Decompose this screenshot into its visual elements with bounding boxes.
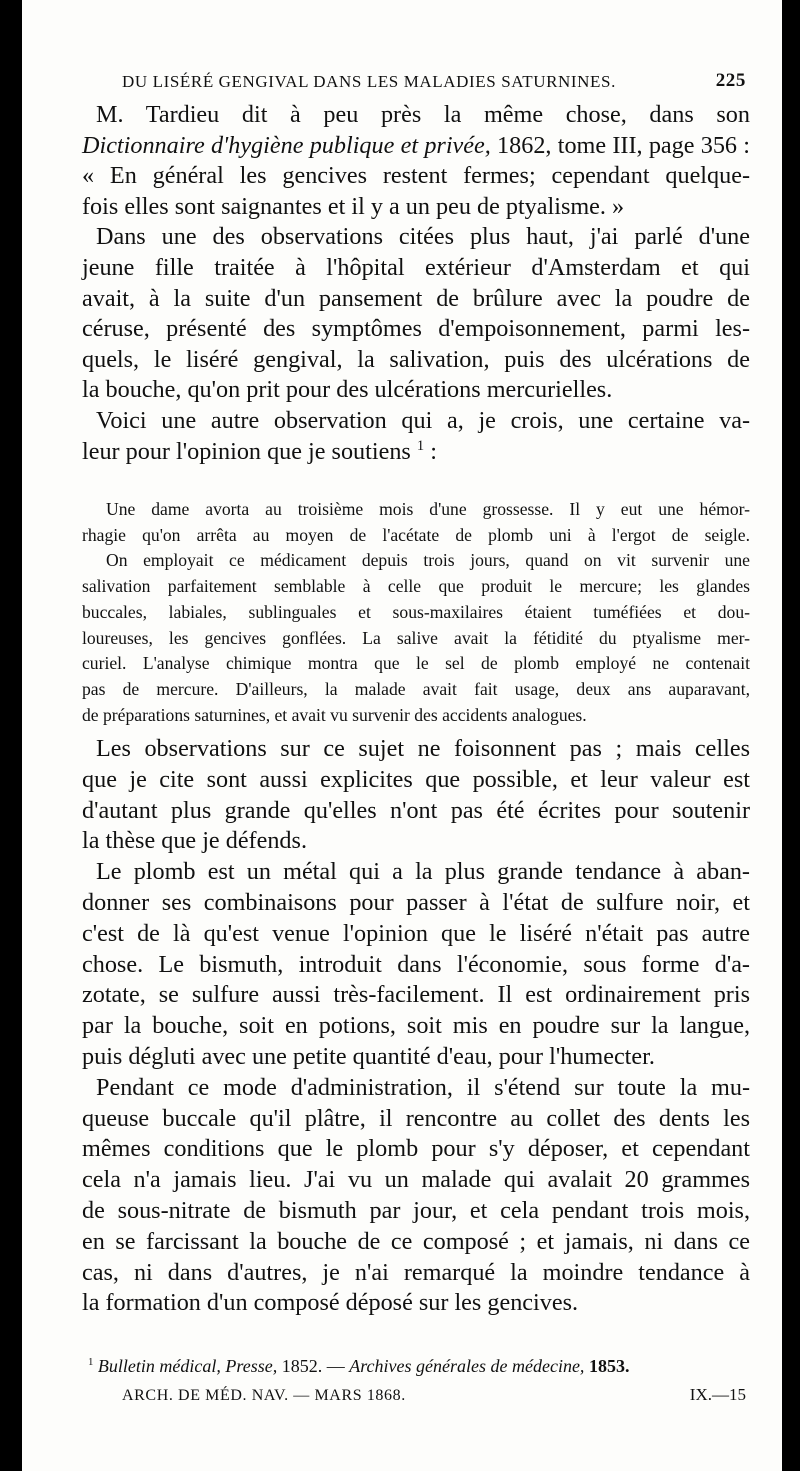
paragraph-5 [82,857,750,1073]
text-line: queuse buccale qu'il plâtre, il rencontre au collet des dents les [82,1104,750,1132]
text-line: la thèse que je défends. [82,827,307,855]
quote-line: salivation parfaitement semblable à celle que produit le mercure; les glandes [82,576,750,597]
text-line: c'est de là qu'est venue l'opinion que le liséré n'était pas autre [82,919,750,947]
text-line: donner ses combinaisons pour passer à l'état de sulfure noir, et [82,888,750,916]
paragraph-3 [82,406,750,467]
text-line: la formation d'un composé déposé sur les gencives. [82,1289,579,1317]
text-line: puis dégluti avec une petite quantité d'eau, pour l'humecter. [82,1042,655,1070]
footnote-ref: 1 [416,437,425,454]
quote-line: rhagie qu'on arrêta au moyen de l'acétate de plomb uni à l'ergot de seigle. [82,524,750,545]
text-line: que je cite sont aussi explicites que possible, et leur valeur est [82,765,750,793]
footnote-line: $^1$ Bulletin médical, Presse, 1852. — Archives générales de médecine, 1853. [88,1356,630,1376]
text-line: leur pour l'opinion que je soutiens $^1$ : [82,437,437,465]
text-line: Voici une autre observation qui a, je crois, une certaine va- [96,406,750,434]
footnote [82,1354,750,1378]
text-line: cela n'a jamais lieu. J'ai vu un malade qui avalait 20 grammes [82,1166,750,1194]
paragraph-4 [82,734,750,857]
quote-line: de préparations saturnines, et avait vu survenir des accidents analogues. [82,704,587,725]
text-line: par la bouche, soit en potions, soit mis en poudre sur la langue, [82,1012,750,1040]
text-line: « En général les gencives restent fermes; cependant quelque- [82,162,750,190]
text-line: de sous-nitrate de bismuth par jour, et cela pendant trois mois, [82,1196,750,1224]
text-line: chose. Le bismuth, introduit dans l'économie, sous forme d'a- [82,950,750,978]
italic-title: Dictionnaire d'hygiène publique et privée, [82,131,491,159]
paragraph-6 [82,1073,750,1319]
footnote-mark: 1 [88,1356,94,1368]
text-line: avait, à la suite d'un pansement de brûlure avec la poudre de [82,284,750,312]
quote-line: loureuses, les gencives gonflées. La salive avait la fétidité du ptyalisme mer- [82,627,750,648]
paragraph-1 [82,100,750,222]
main-text-bottom [82,734,750,1319]
quote-line: pas de mercure. D'ailleurs, la malade avait fait usage, deux ans auparavant, [82,678,750,699]
quote-line: buccales, labiales, sublinguales et sous-maxilaires étaient tuméfiées et dou- [82,601,750,622]
text-line: Le plomb est un métal qui a la plus grande tendance à aban- [96,858,750,886]
main-text-top [82,100,750,467]
quoted-observation [82,497,750,728]
text-line: en se farcissant la bouche de ce composé ; et jamais, ni dans ce [82,1227,750,1255]
text-line: quels, le liséré gengival, la salivation, puis des ulcérations de [82,345,750,373]
text-line: zotate, se sulfure aussi très-facilement. Il est ordinairement pris [82,981,750,1009]
quote-line: On employait ce médicament depuis trois jours, quand on vit survenir une [106,550,750,571]
document-page [22,0,782,1471]
page-number: 225 [715,70,746,91]
quote-line: curiel. L'analyse chimique montra que le sel de plomb employé ne contenait [82,653,750,674]
text-line: Pendant ce mode d'administration, il s'étend sur toute la mu- [96,1073,750,1101]
text-line: la bouche, qu'on prit pour des ulcérations mercurielles. [82,376,613,404]
text-line: Dictionnaire d'hygiène publique et privée, 1862, tome III, page 356 : [82,131,750,159]
text-line: mêmes conditions que le plomb pour s'y déposer, et cependant [82,1135,750,1163]
text-line: fois elles sont saignantes et il y a un peu de ptyalisme. » [82,192,625,220]
paragraph-2 [82,222,750,406]
text-line: d'autant plus grande qu'elles n'ont pas été écrites pour soutenir [82,796,750,824]
quote-line: Une dame avorta au troisième mois d'une grossesse. Il y eut une hémor- [106,499,750,519]
text-line: cas, ni dans d'autres, je n'ai remarqué la moindre tendance à [82,1258,750,1286]
running-title: DU LISÉRÉ GENGIVAL DANS LES MALADIES SATURNINES. [122,72,616,91]
footer-signature: ARCH. DE MÉD. NAV. — MARS 1868. [122,1387,406,1404]
text-line: M. Tardieu dit à peu près la même chose, dans son [96,101,750,128]
text-line: jeune fille traitée à l'hôpital extérieur d'Amsterdam et qui [82,253,750,281]
text-line: céruse, présenté des symptômes d'empoisonnement, parmi les- [82,315,750,343]
footer-sheet-number: IX.—15 [689,1385,746,1404]
text-line: Les observations sur ce sujet ne foisonnent pas ; mais celles [96,735,750,762]
text-line: Dans une des observations citées plus haut, j'ai parlé d'une [96,223,750,251]
